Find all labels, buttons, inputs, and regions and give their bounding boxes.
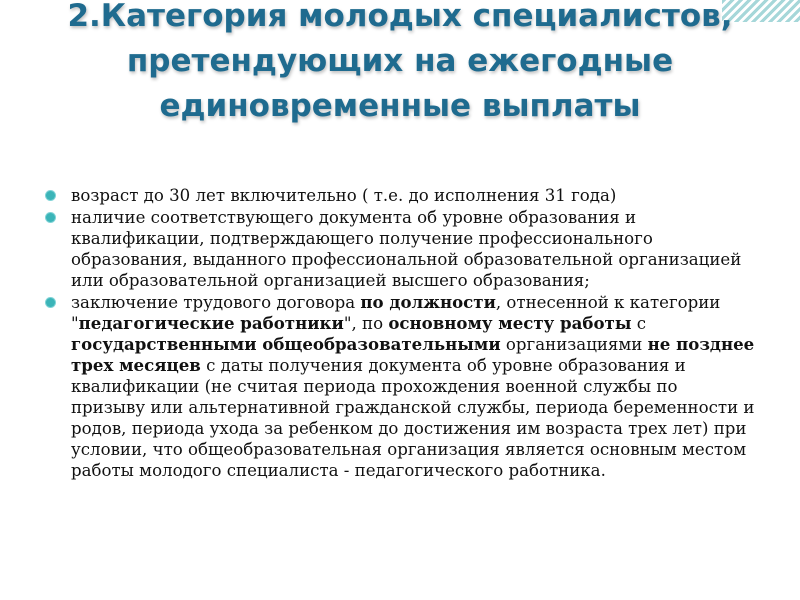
bullet-item xyxy=(44,185,756,206)
bullet-text-part: с xyxy=(631,314,647,333)
bullet-item xyxy=(44,292,756,481)
bullet-text-part: заключение трудового договора xyxy=(71,293,361,312)
bullet-list xyxy=(44,185,756,482)
bullet-text-part: с даты получения документа об уровне образования и квалификации (не считая периода прохождения военной службы по призыву или альтернативной гражданской службы, периода беременности и родов, периода ухода за ребенком до достижения им возраста трех лет) при условии, что общеобразовательная организация является основным местом работы молодого специалиста - педагогического работника. xyxy=(71,356,755,480)
bullet-text-bold: не позднее трех месяцев xyxy=(71,334,755,375)
bullet-dot-icon xyxy=(46,298,55,307)
bullet-text: наличие соответствующего документа об уровне образования и квалификации, подтверждающего получение профессионального образования, выданного профессиональной образовательной организацией или образовательной организацией высшего образования; xyxy=(71,208,742,290)
bullet-text-bold: основному месту работы xyxy=(388,313,632,333)
slide-title: 2.Категория молодых специалистов, претендующих на ежегодные единовременные выплаты xyxy=(67,0,733,124)
bullet-text-part: ", по xyxy=(343,314,389,333)
bullet-text-bold: по должности xyxy=(360,292,496,312)
bullet-text-bold: педагогические работники xyxy=(78,313,344,333)
bullet-item xyxy=(44,207,756,291)
bullet-text-part: организациями xyxy=(500,335,648,354)
bullet-text-part: , отнесенной к категории " xyxy=(71,293,721,333)
bullet-dot-icon xyxy=(46,213,55,222)
bullet-text: возраст до 30 лет включительно ( т.е. до исполнения 31 года) xyxy=(71,186,617,205)
bullet-dot-icon xyxy=(46,191,55,200)
bullet-text-bold: государственными общеобразовательными xyxy=(71,334,501,354)
